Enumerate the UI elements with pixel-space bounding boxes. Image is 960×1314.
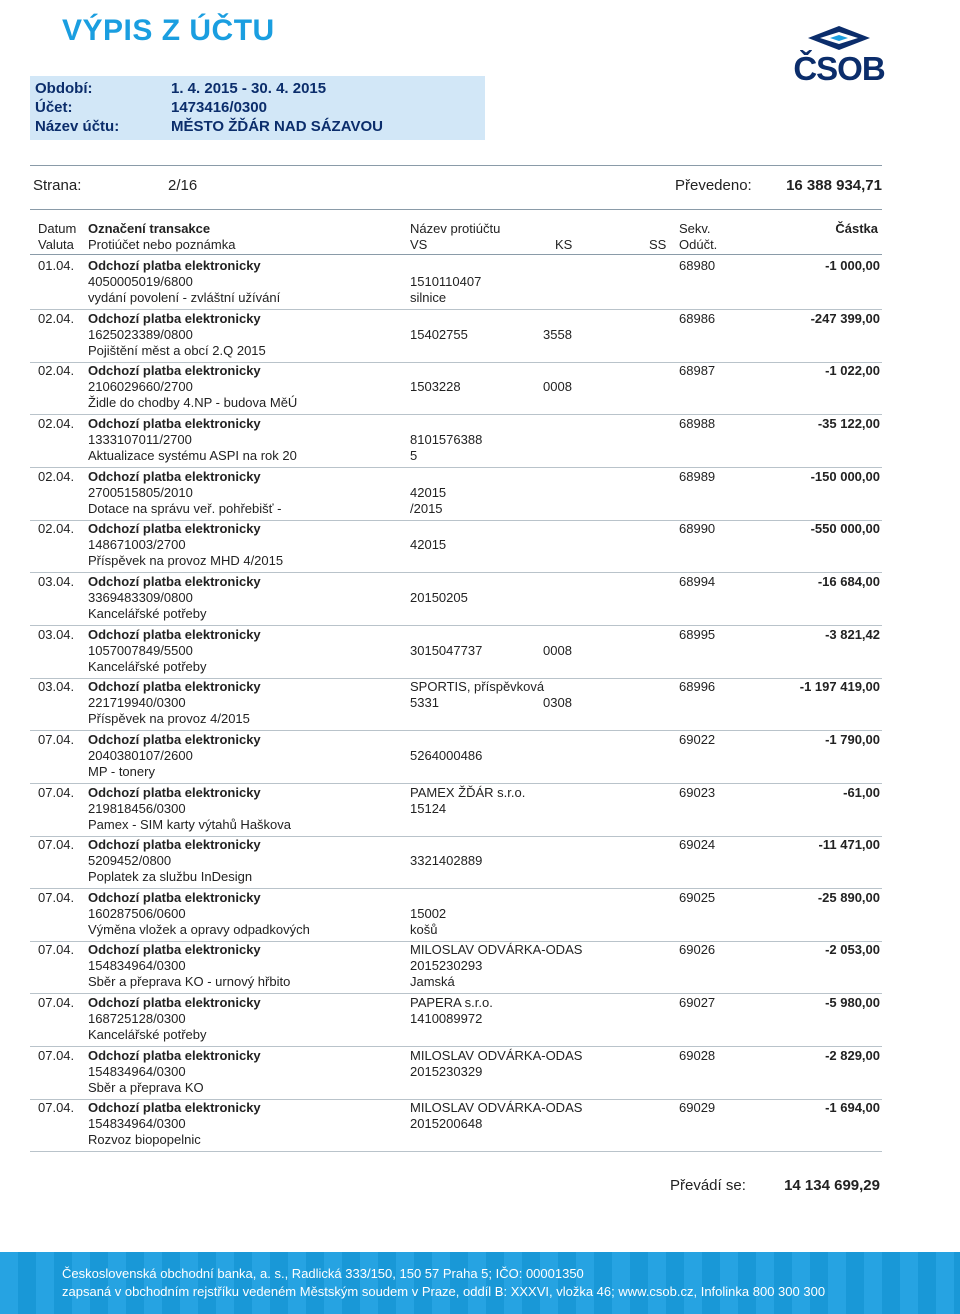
transaction-amount: -1 000,00 <box>825 258 880 273</box>
transaction-account: 154834964/0300 <box>88 958 186 974</box>
transaction-type: Odchozí platba elektronicky <box>88 1047 261 1063</box>
transaction-note: Výměna vložek a opravy odpadkových <box>88 921 310 937</box>
variable-symbol: 42015 <box>410 537 447 553</box>
transaction-date: 07.04. <box>38 942 75 958</box>
sequence-number: 68996 <box>679 679 716 695</box>
transaction-date: 01.04. <box>38 258 75 273</box>
variable-symbol: 2015230293 <box>410 958 483 974</box>
transaction-type: Odchozí platba elektronicky <box>88 573 261 589</box>
transaction-row <box>0 941 960 994</box>
transaction-type: Odchozí platba elektronicky <box>88 889 261 905</box>
period-value: 1. 4. 2015 - 30. 4. 2015 <box>171 80 327 97</box>
col-ss: SS <box>649 237 667 252</box>
transaction-amount: -1 790,00 <box>825 731 880 747</box>
transaction-note: Aktualizace systému ASPI na rok 20 <box>88 447 297 463</box>
transaction-date: 07.04. <box>38 1100 75 1116</box>
transaction-account: 4050005019/6800 <box>88 274 193 289</box>
transaction-type: Odchozí platba elektronicky <box>88 995 261 1011</box>
transaction-type: Odchozí platba elektronicky <box>88 310 261 326</box>
transaction-row <box>0 994 960 1047</box>
account-name-value: MĚSTO ŽĎÁR NAD SÁZAVOU <box>171 118 383 135</box>
transaction-type: Odchozí platba elektronicky <box>88 468 261 484</box>
transaction-amount: -1 197 419,00 <box>799 679 880 695</box>
transaction-note: Dotace na správu veř. pohřebišť - <box>88 500 282 516</box>
variable-symbol: 1503228 <box>410 379 461 395</box>
col-transaction: Označení transakce <box>88 221 211 236</box>
transaction-amount: -1 694,00 <box>825 1100 880 1116</box>
transaction-note: Poplatek za službu InDesign <box>88 869 253 885</box>
transaction-date: 07.04. <box>38 837 75 853</box>
transaction-type: Odchozí platba elektronicky <box>88 363 261 379</box>
variable-symbol: 15124 <box>410 800 447 816</box>
sequence-number: 68989 <box>679 468 716 484</box>
transaction-type: Odchozí platba elektronicky <box>88 258 261 273</box>
variable-symbol-cont: košů <box>410 921 438 937</box>
variable-symbol: 42015 <box>410 484 447 500</box>
account-value: 1473416/0300 <box>171 99 267 116</box>
counter-name: PAMEX ŽĎÁR s.r.o. <box>410 784 526 800</box>
sequence-number: 69028 <box>679 1047 716 1063</box>
variable-symbol: 15402755 <box>410 326 468 342</box>
transaction-row <box>0 468 960 521</box>
transaction-note: vydání povolení - zvláštní užívání <box>88 290 281 305</box>
transaction-account: 168725128/0300 <box>88 1011 186 1027</box>
transaction-account: 148671003/2700 <box>88 537 186 553</box>
constant-symbol: 0008 <box>543 379 572 395</box>
sequence-number: 69025 <box>679 889 716 905</box>
transaction-type: Odchozí platba elektronicky <box>88 415 261 431</box>
transaction-note: Kancelářské potřeby <box>88 605 207 621</box>
sequence-number: 68986 <box>679 310 716 326</box>
transaction-amount: -61,00 <box>843 784 880 800</box>
variable-symbol-cont: /2015 <box>410 500 443 516</box>
transaction-type: Odchozí platba elektronicky <box>88 679 261 695</box>
transaction-date: 07.04. <box>38 731 75 747</box>
transaction-row <box>0 573 960 626</box>
variable-symbol: 5331 <box>410 695 439 711</box>
transaction-note: Sběr a přeprava KO - urnový hřbito <box>88 974 291 990</box>
transaction-date: 03.04. <box>38 679 75 695</box>
transaction-row <box>0 310 960 363</box>
account-row <box>35 99 267 116</box>
col-amount: Částka <box>835 221 878 236</box>
transaction-amount: -5 980,00 <box>825 995 880 1011</box>
sequence-number: 69023 <box>679 784 716 800</box>
transaction-note: MP - tonery <box>88 763 155 779</box>
counter-name: MILOSLAV ODVÁRKA-ODAS <box>410 1047 583 1063</box>
transaction-account: 2040380107/2600 <box>88 747 193 763</box>
constant-symbol: 0008 <box>543 642 572 658</box>
sequence-number: 68988 <box>679 415 716 431</box>
transaction-row <box>0 1099 960 1152</box>
col-ks: KS <box>555 237 573 252</box>
variable-symbol: 1510110407 <box>410 274 482 289</box>
transaction-amount: -25 890,00 <box>817 889 880 905</box>
sequence-number: 68980 <box>679 258 716 273</box>
counter-name: SPORTIS, příspěvková <box>410 679 545 695</box>
variable-symbol: 15002 <box>410 905 447 921</box>
transaction-note: Pamex - SIM karty výtahů Haškova <box>88 816 292 832</box>
variable-symbol-cont: silnice <box>410 290 447 305</box>
logo-text: ČSOB <box>793 50 885 87</box>
transaction-account: 1057007849/5500 <box>88 642 193 658</box>
footer-bar <box>0 1252 960 1314</box>
transaction-amount: -35 122,00 <box>817 415 880 431</box>
account-name-row <box>35 118 383 135</box>
transaction-account: 1625023389/0800 <box>88 326 193 342</box>
footer-line-1: Československá obchodní banka, a. s., Radlická 333/150, 150 57 Praha 5; IČO: 00001350 <box>62 1266 584 1281</box>
sequence-number: 69029 <box>679 1100 716 1116</box>
account-name-label: Název účtu: <box>35 118 120 135</box>
transaction-amount: -2 053,00 <box>825 942 880 958</box>
transaction-amount: -150 000,00 <box>810 468 880 484</box>
transaction-amount: -550 000,00 <box>810 521 880 537</box>
variable-symbol-cont: 5 <box>410 447 418 463</box>
transaction-date: 02.04. <box>38 415 75 431</box>
transaction-account: 2106029660/2700 <box>88 379 193 395</box>
transaction-row <box>0 362 960 415</box>
transaction-row <box>0 415 960 468</box>
transaction-row <box>0 784 960 837</box>
transaction-date: 02.04. <box>38 521 75 537</box>
transaction-account: 221719940/0300 <box>88 695 186 711</box>
transaction-note: Sběr a přeprava KO <box>88 1079 204 1095</box>
carried-over-value: 16 388 934,71 <box>786 177 882 194</box>
transaction-type: Odchozí platba elektronicky <box>88 731 261 747</box>
transaction-date: 07.04. <box>38 1047 75 1063</box>
col-date: Datum <box>38 221 77 236</box>
transaction-amount: -1 022,00 <box>825 363 880 379</box>
transaction-date: 02.04. <box>38 310 75 326</box>
transaction-amount: -16 684,00 <box>817 573 880 589</box>
transaction-account: 154834964/0300 <box>88 1116 186 1132</box>
transaction-amount: -11 471,00 <box>818 837 880 853</box>
transaction-type: Odchozí platba elektronicky <box>88 784 261 800</box>
sequence-number: 68995 <box>679 626 716 642</box>
sequence-number: 68987 <box>679 363 716 379</box>
transaction-account: 219818456/0300 <box>88 800 186 816</box>
transaction-date: 02.04. <box>38 363 75 379</box>
period-label: Období: <box>35 80 93 97</box>
variable-symbol: 8101576388 <box>410 431 483 447</box>
variable-symbol: 3015047737 <box>410 642 483 658</box>
transaction-date: 02.04. <box>38 468 75 484</box>
col-counter-account: Protiúčet nebo poznámka <box>88 237 236 252</box>
transaction-row <box>0 678 960 731</box>
transaction-account: 5209452/0800 <box>88 853 172 869</box>
transaction-type: Odchozí platba elektronicky <box>88 837 261 853</box>
transaction-type: Odchozí platba elektronicky <box>88 942 261 958</box>
counter-name: MILOSLAV ODVÁRKA-ODAS <box>410 1100 583 1116</box>
transaction-type: Odchozí platba elektronicky <box>88 1100 261 1116</box>
col-counter-name: Název protiúčtu <box>410 221 501 236</box>
counter-name: PAPERA s.r.o. <box>410 995 493 1011</box>
transaction-note: Příspěvek na provoz 4/2015 <box>88 711 250 727</box>
period-row <box>35 80 326 97</box>
divider-top <box>30 165 882 166</box>
variable-symbol-cont: Jamská <box>410 974 455 990</box>
footer-line-2: zapsaná v obchodním rejstříku vedeném Městským soudem v Praze, oddíl B: XXXVI, vložka 46; www.csob.cz, Infolinka 800 300 300 <box>62 1284 826 1299</box>
col-oducet: Odúčt. <box>679 237 718 252</box>
col-seq: Sekv. <box>679 221 711 236</box>
transaction-type: Odchozí platba elektronicky <box>88 521 261 537</box>
transaction-account: 1333107011/2700 <box>88 431 192 447</box>
transaction-note: Rozvoz biopopelnic <box>88 1132 201 1148</box>
variable-symbol: 1410089972 <box>410 1011 483 1027</box>
sequence-number: 69027 <box>679 995 716 1011</box>
transaction-note: Pojištění měst a obcí 2.Q 2015 <box>88 342 266 358</box>
csob-logo <box>792 24 886 86</box>
transaction-date: 03.04. <box>38 573 75 589</box>
col-valuta: Valuta <box>38 237 74 252</box>
transaction-date: 03.04. <box>38 626 75 642</box>
carry-forward-value: 14 134 699,29 <box>784 1177 880 1194</box>
constant-symbol: 3558 <box>543 326 572 342</box>
transaction-date: 07.04. <box>38 889 75 905</box>
variable-symbol: 2015200648 <box>410 1116 483 1132</box>
transaction-note: Kancelářské potřeby <box>88 1027 207 1043</box>
transaction-account: 154834964/0300 <box>88 1063 186 1079</box>
sequence-number: 68990 <box>679 521 716 537</box>
transaction-row <box>0 836 960 889</box>
transaction-note: Židle do chodby 4.NP - budova MěÚ <box>88 395 298 411</box>
transaction-amount: -247 399,00 <box>810 310 880 326</box>
page-number: 2/16 <box>168 177 198 194</box>
transaction-type: Odchozí platba elektronicky <box>88 626 261 642</box>
sequence-number: 68994 <box>679 573 716 589</box>
sequence-number: 69024 <box>679 837 716 853</box>
transaction-row <box>0 1047 960 1100</box>
account-label: Účet: <box>35 99 73 116</box>
transaction-row <box>0 520 960 573</box>
transaction-account: 3369483309/0800 <box>88 589 193 605</box>
statement-title: VÝPIS Z ÚČTU <box>62 14 275 47</box>
variable-symbol: 2015230329 <box>410 1063 483 1079</box>
variable-symbol: 20150205 <box>410 589 468 605</box>
row-divider <box>30 1151 882 1152</box>
transaction-note: Příspěvek na provoz MHD 4/2015 <box>88 553 284 569</box>
transaction-note: Kancelářské potřeby <box>88 658 207 674</box>
sequence-number: 69022 <box>679 731 716 747</box>
transaction-amount: -2 829,00 <box>825 1047 880 1063</box>
transaction-row <box>0 889 960 942</box>
transaction-date: 07.04. <box>38 995 75 1011</box>
variable-symbol: 5264000486 <box>410 747 483 763</box>
transaction-row <box>0 626 960 679</box>
sequence-number: 69026 <box>679 942 716 958</box>
counter-name: MILOSLAV ODVÁRKA-ODAS <box>410 942 583 958</box>
variable-symbol: 3321402889 <box>410 853 483 869</box>
constant-symbol: 0308 <box>543 695 572 711</box>
transaction-account: 160287506/0600 <box>88 905 186 921</box>
divider-columns <box>30 254 882 255</box>
transaction-amount: -3 821,42 <box>825 626 880 642</box>
carried-over-label: Převedeno: <box>675 177 752 194</box>
col-vs: VS <box>410 237 428 252</box>
transaction-row <box>0 731 960 784</box>
carry-forward-label: Převádí se: <box>670 1177 746 1194</box>
divider-header <box>30 209 882 210</box>
transaction-date: 07.04. <box>38 784 75 800</box>
page-label: Strana: <box>33 177 82 194</box>
transaction-row <box>0 257 960 310</box>
transaction-account: 2700515805/2010 <box>88 484 193 500</box>
